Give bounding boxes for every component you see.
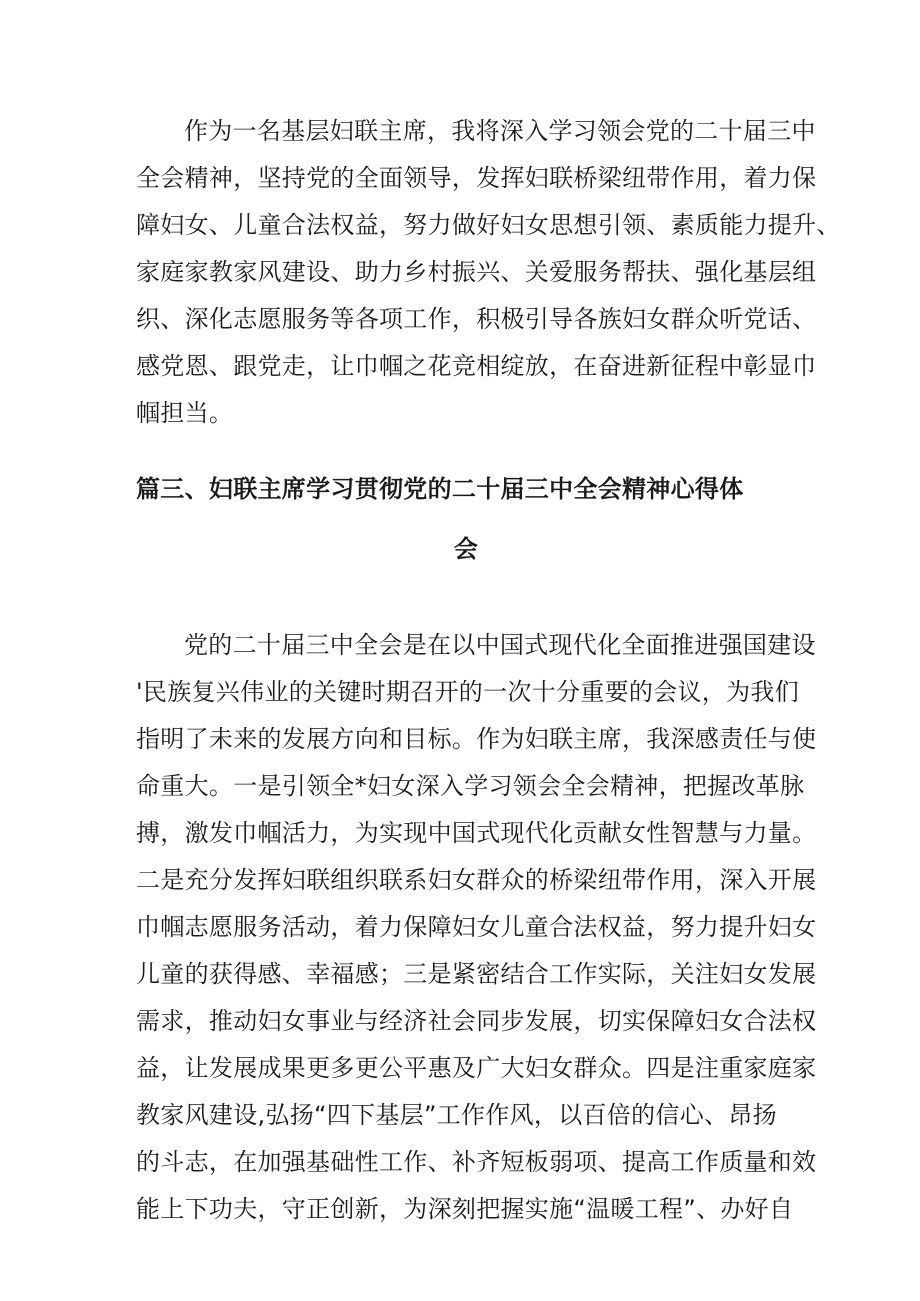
paragraph-line: 障妇女、儿童合法权益，努力做好妇女思想引领、素质能力提升、: [136, 211, 841, 239]
heading-line-2: 会: [453, 535, 479, 563]
paragraph-line: 感党恩、跟党走，让巾帼之花竞相绽放，在奋进新征程中彰显巾: [136, 352, 817, 380]
paragraph-line: 二是充分发挥妇联组织联系妇女群众的桥梁纽带作用，深入开展: [136, 866, 817, 894]
section-heading: [136, 459, 796, 579]
paragraph-line: 需求，推动妇女事业与经济社会同步发展，切实保障妇女合法权: [136, 1007, 817, 1035]
paragraph-line: 党的二十届三中全会是在以中国式现代化全面推进强国建设: [184, 631, 816, 659]
paragraph-line: 家庭家教家风建设、助力乡村振兴、关爱服务帮扶、强化基层组: [136, 258, 817, 286]
paragraph-line: 巾帼志愿服务活动，着力保障妇女儿童合法权益，努力提升妇女: [136, 913, 817, 941]
paragraph-line: 教家风建设,弘扬“四下基层”工作作风，以百倍的信心、昂扬: [136, 1101, 777, 1129]
paragraph-line: 益，让发展成果更多更公平惠及广大妇女群众。四是注重家庭家: [136, 1054, 817, 1082]
paragraph-line: '民族复兴伟业的关键时期召开的一次十分重要的会议，为我们: [136, 678, 799, 706]
paragraph-line: 全会精神，坚持党的全面领导，发挥妇联桥梁纽带作用，着力保: [136, 164, 817, 192]
paragraph-line: 指明了未来的发展方向和目标。作为妇联主席，我深感责任与使: [136, 725, 817, 753]
paragraph-line: 能上下功夫，守正创新，为深刻把握实施“温暖工程”、办好自: [136, 1195, 794, 1223]
paragraph-line: 作为一名基层妇联主席，我将深入学习领会党的二十届三中: [184, 117, 816, 145]
paragraph-line: 命重大。一是引领全*妇女深入学习领会全会精神，把握改革脉: [136, 772, 805, 800]
paragraph-line: 儿童的获得感、幸福感；三是紧密结合工作实际，关注妇女发展: [136, 960, 817, 988]
paragraph-line: 织、深化志愿服务等各项工作，积极引导各族妇女群众听党话、: [136, 305, 817, 333]
heading-line-1: 篇三、妇联主席学习贯彻党的二十届三中全会精神心得体: [136, 475, 744, 503]
paragraph-1: [136, 108, 841, 437]
paragraph-line: 搏，激发巾帼活力，为实现中国式现代化贡献女性智慧与力量。: [136, 819, 817, 847]
paragraph-line: 帼担当。: [136, 399, 234, 427]
paragraph-2: [136, 622, 817, 1233]
paragraph-line: 的斗志，在加强基础性工作、补齐短板弱项、提高工作质量和效: [136, 1148, 817, 1176]
